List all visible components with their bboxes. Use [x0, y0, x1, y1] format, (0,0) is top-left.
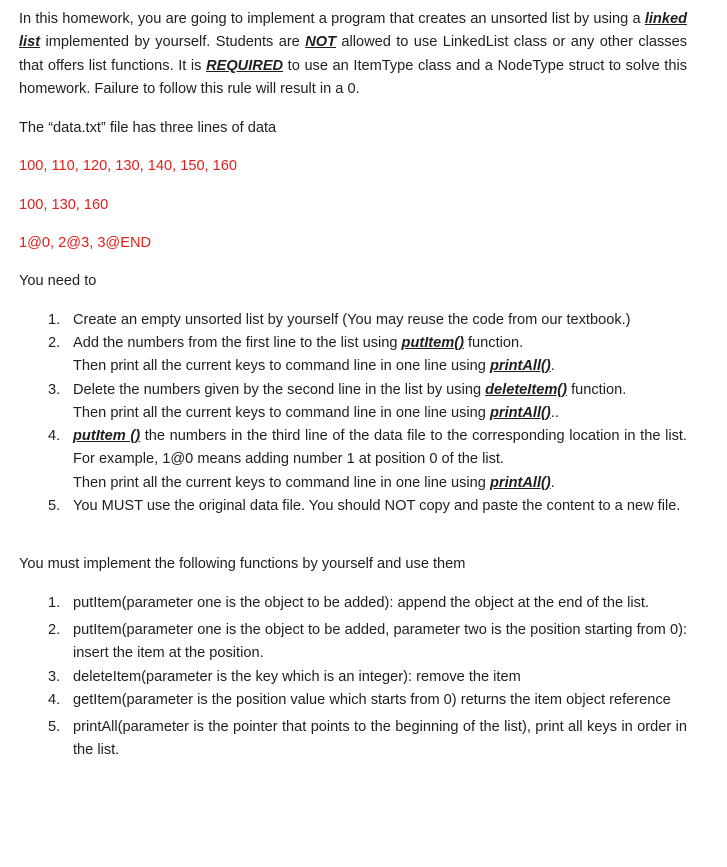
step-item — [19, 425, 687, 495]
function-number: 1. — [48, 594, 61, 611]
step-text: Then print all the current keys to command line in one line using — [73, 404, 490, 421]
linked-list-emphasis: linked list — [19, 11, 687, 51]
functions-intro-heading: You must implement the following functions by yourself and use them — [19, 556, 466, 573]
function-number: 4. — [48, 691, 61, 708]
data-line-1: 100, 110, 120, 130, 140, 150, 160 — [19, 158, 238, 175]
data-file-intro: The “data.txt” file has three lines of data — [19, 120, 277, 137]
intro-text-3: allowed to use LinkedList class or any other classes that offers list functions. It is — [19, 34, 687, 74]
step-number: 4. — [48, 428, 61, 445]
function-name-emphasis: printAll() — [489, 358, 551, 375]
function-name-emphasis: printAll() — [489, 404, 551, 421]
data-line-2: 100, 130, 160 — [19, 196, 109, 213]
step-text: Then print all the current keys to command line in one line using — [73, 358, 490, 375]
step-item — [19, 495, 687, 518]
step-text: function. — [567, 381, 627, 398]
function-item — [19, 666, 687, 689]
function-number: 2. — [48, 621, 61, 638]
function-text: deleteItem(parameter is the key which is an integer): remove the item — [73, 668, 521, 685]
function-text: putItem(parameter one is the object to be added): append the object at the end of the list. — [73, 594, 650, 611]
step-text: Add the numbers from the first line to the list using — [73, 334, 402, 351]
function-name-emphasis: deleteItem() — [485, 381, 568, 398]
function-number: 3. — [48, 668, 61, 685]
intro-text-4: to use an ItemType class and a NodeType struct to solve this homework. Failure to follow this rule will result in a 0. — [19, 57, 687, 97]
step-text: .. — [550, 404, 559, 421]
step-number: 5. — [48, 498, 61, 515]
step-text: function. — [463, 334, 524, 351]
step-text: Then print all the current keys to command line in one line using — [73, 474, 490, 491]
not-emphasis: NOT — [305, 34, 336, 51]
step-text: the numbers in the third line of the data file to the corresponding location in the list. For example, 1@0 means adding number 1 at position 0 of the list. — [73, 428, 687, 468]
function-item — [19, 716, 687, 763]
step-text: You MUST use the original data file. You should NOT copy and paste the content to a new file. — [73, 498, 681, 515]
function-text: printAll(parameter is the pointer that points to the beginning of the list), print all keys in order in the list. — [73, 719, 687, 759]
function-text: putItem(parameter one is the object to be added, parameter two is the position starting from 0): insert the item at the position. — [73, 621, 687, 662]
intro-text-2: implemented by yourself. Students are — [40, 34, 306, 51]
step-number: 2. — [48, 334, 61, 351]
intro-text-1: In this homework, you are going to implement a program that creates an unsorted list by using a — [19, 11, 645, 27]
intro-paragraph — [19, 8, 687, 101]
function-item — [19, 619, 687, 666]
step-text: Create an empty unsorted list by yourself (You may reuse the code from our textbook.) — [73, 311, 631, 328]
step-text: . — [550, 358, 555, 375]
function-name-emphasis: putItem() — [401, 334, 464, 351]
section-spacer — [19, 518, 687, 553]
function-number: 5. — [48, 719, 61, 736]
function-text: getItem(parameter is the position value which starts from 0) returns the item object reference — [73, 691, 671, 708]
function-item — [19, 689, 687, 712]
function-name-emphasis: putItem () — [73, 428, 141, 445]
functions-list — [19, 592, 687, 763]
function-name-emphasis: printAll() — [489, 474, 551, 491]
steps-list — [19, 309, 687, 519]
data-line-3: 1@0, 2@3, 3@END — [19, 235, 152, 252]
step-number: 1. — [48, 311, 61, 328]
step-text: Delete the numbers given by the second line in the list by using — [73, 381, 486, 398]
step-item — [19, 379, 687, 426]
step-text: . — [550, 474, 555, 491]
step-item — [19, 332, 687, 379]
step-number: 3. — [48, 381, 61, 398]
step-item — [19, 309, 687, 332]
function-item — [19, 592, 687, 615]
you-need-to-heading: You need to — [19, 273, 97, 290]
required-emphasis: REQUIRED — [206, 57, 284, 74]
